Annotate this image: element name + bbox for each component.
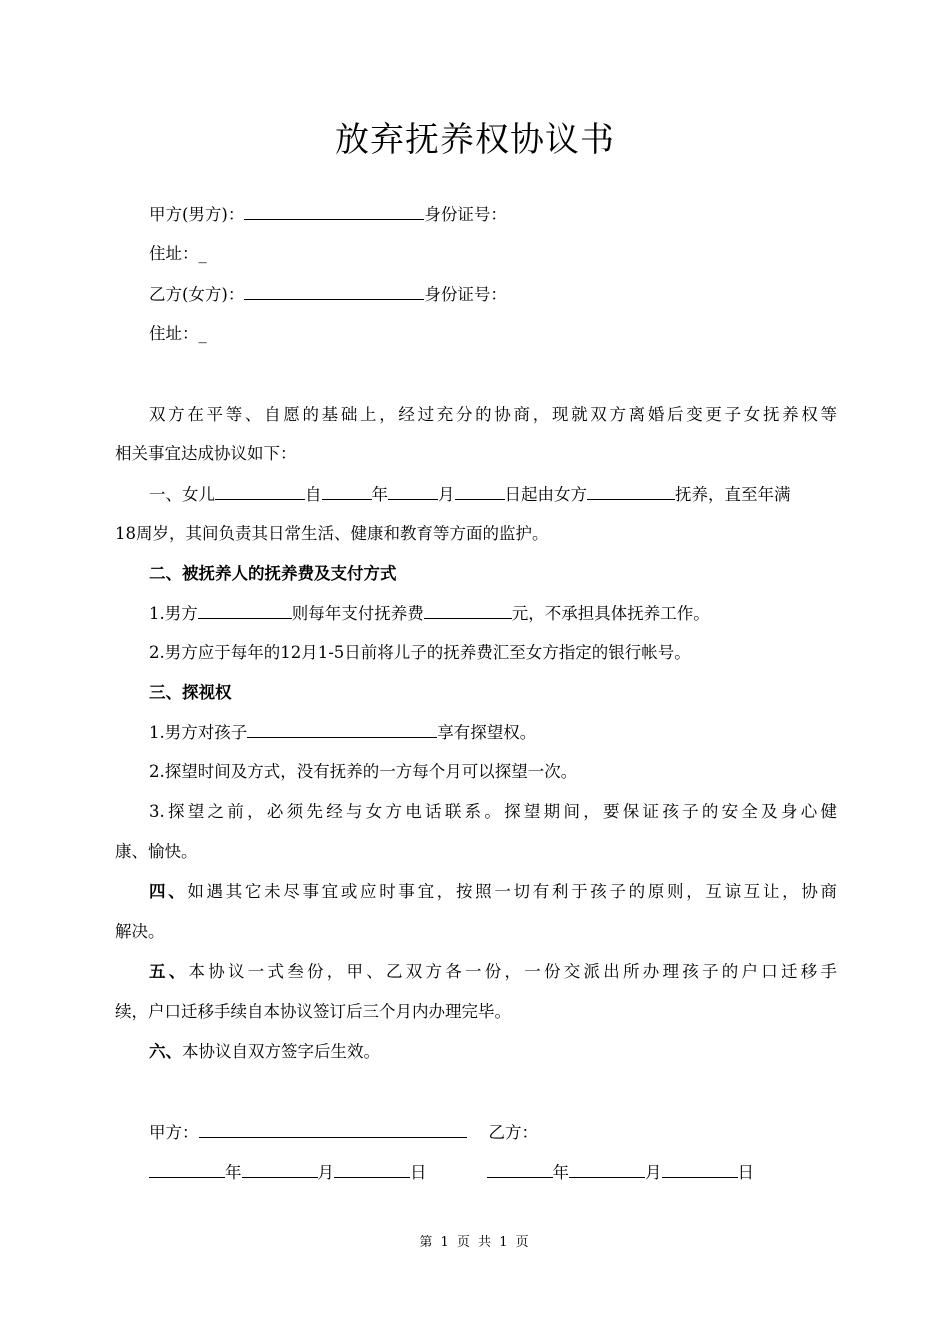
start-month-blank[interactable] — [388, 484, 438, 500]
party-a-year-label: 年 — [225, 1163, 242, 1182]
party-a-label: 甲方(男方)： — [149, 205, 245, 224]
party-b-name-blank[interactable] — [244, 284, 424, 300]
document-title: 放弃抚养权协议书 — [335, 120, 615, 160]
section-6-text: 本协议自双方签字后生效。 — [182, 1042, 380, 1061]
section-4-line-1 — [115, 882, 837, 902]
party-a-address-label: 住址： — [149, 244, 199, 263]
section-4-lead: 四、 — [149, 882, 188, 901]
section-3-item-1-text-a: 1.男方对孩子 — [149, 723, 248, 742]
section-2-item-1-text-a: 1.男方 — [149, 604, 198, 623]
party-b-address — [115, 324, 837, 344]
section-4-line-2: 解决。 — [115, 922, 165, 941]
party-a-id-label: 身份证号： — [424, 205, 507, 224]
daughter-name-blank[interactable] — [215, 484, 305, 500]
party-b-line — [115, 284, 837, 305]
party-a-address — [115, 244, 837, 264]
child-name-blank[interactable] — [247, 722, 437, 738]
section-5-line-1 — [115, 962, 837, 982]
section-2-item-2: 2.男方应于每年的12月1-5日前将儿子的抚养费汇至女方指定的银行帐号。 — [149, 643, 691, 662]
clause-1-line-2: 18周岁，其间负责其日常生活、健康和教育等方面的监护。 — [115, 524, 549, 543]
party-a-day-label: 日 — [410, 1163, 427, 1182]
section-5-line-2: 续，户口迁移手续自本协议签订后三个月内办理完毕。 — [115, 1002, 511, 1021]
party-a-address-value[interactable]: _ — [198, 244, 207, 263]
party-a-name-blank[interactable] — [244, 204, 424, 220]
signature-party-b-label: 乙方： — [488, 1123, 538, 1142]
clause-1-text-d: 月 — [438, 485, 455, 504]
section-3-item-1-text-b: 享有探望权。 — [437, 723, 537, 742]
party-b-label: 乙方(女方)： — [149, 285, 245, 304]
clause-1-text-c: 年 — [371, 485, 388, 504]
party-a-month-label: 月 — [317, 1163, 334, 1182]
section-5-text: 本协议一式叁份，甲、乙双方各一份，一份交派出所办理孩子的户口迁移手 — [188, 962, 837, 981]
party-a-day-blank[interactable] — [334, 1162, 410, 1178]
section-2-item-1-text-b: 则每年支付抚养费 — [291, 604, 424, 623]
section-3-item-2: 2.探望时间及方式，没有抚养的一方每个月可以探望一次。 — [149, 762, 578, 781]
section-3-item-3-line-2: 康、愉快。 — [115, 842, 198, 861]
party-b-year-blank[interactable] — [487, 1162, 553, 1178]
party-b-id-label: 身份证号： — [424, 285, 507, 304]
clause-1-text-f: 抚养，直至年满 — [675, 485, 791, 504]
party-b-day-label: 日 — [737, 1163, 754, 1182]
party-b-month-label: 月 — [645, 1163, 662, 1182]
page-footer: 第 1 页 共 1 页 — [419, 1235, 531, 1250]
party-b-month-blank[interactable] — [569, 1162, 645, 1178]
party-a-line — [115, 204, 837, 225]
section-2-item-1-text-c: 元，不承担具体抚养工作。 — [511, 604, 710, 623]
section-2-item-1 — [115, 603, 837, 624]
intro-line-1: 双方在平等、自愿的基础上，经过充分的协商，现就双方离婚后变更子女抚养权等 — [149, 405, 837, 424]
start-year-blank[interactable] — [322, 484, 372, 500]
clause-1-text-b: 自 — [305, 485, 322, 504]
party-a-month-blank[interactable] — [242, 1162, 318, 1178]
start-day-blank[interactable] — [455, 484, 505, 500]
signature-line — [115, 1122, 837, 1143]
section-6-lead: 六、 — [149, 1042, 182, 1061]
party-b-address-label: 住址： — [149, 324, 199, 343]
party-a-year-blank[interactable] — [149, 1162, 225, 1178]
father-name-blank[interactable] — [198, 603, 292, 619]
clause-1-text-a: 一、女儿 — [149, 485, 215, 504]
party-b-address-value[interactable]: _ — [198, 324, 207, 343]
clause-1-line-1 — [115, 484, 837, 505]
party-b-day-blank[interactable] — [662, 1162, 738, 1178]
signature-date-line — [115, 1162, 837, 1183]
section-3-item-1 — [115, 722, 837, 743]
party-a-signature-blank[interactable] — [199, 1122, 467, 1138]
section-6-line — [115, 1042, 837, 1062]
party-b-year-label: 年 — [552, 1163, 569, 1182]
mother-name-blank[interactable] — [587, 484, 675, 500]
section-4-text: 如遇其它未尽事宜或应时事宜，按照一切有利于孩子的原则，互谅互让，协商 — [187, 882, 838, 901]
section-3-item-3-line-1: 3.探望之前，必须先经与女方电话联系。探望期间，要保证孩子的安全及身心健 — [149, 802, 837, 821]
section-2-heading: 二、被抚养人的抚养费及支付方式 — [149, 564, 397, 583]
support-amount-blank[interactable] — [424, 603, 512, 619]
clause-1-text-e: 日起由女方 — [504, 485, 587, 504]
section-3-heading: 三、探视权 — [149, 683, 232, 702]
signature-party-a-label: 甲方： — [149, 1123, 199, 1142]
intro-line-2: 相关事宜达成协议如下： — [115, 444, 297, 463]
section-5-lead: 五、 — [149, 962, 189, 981]
